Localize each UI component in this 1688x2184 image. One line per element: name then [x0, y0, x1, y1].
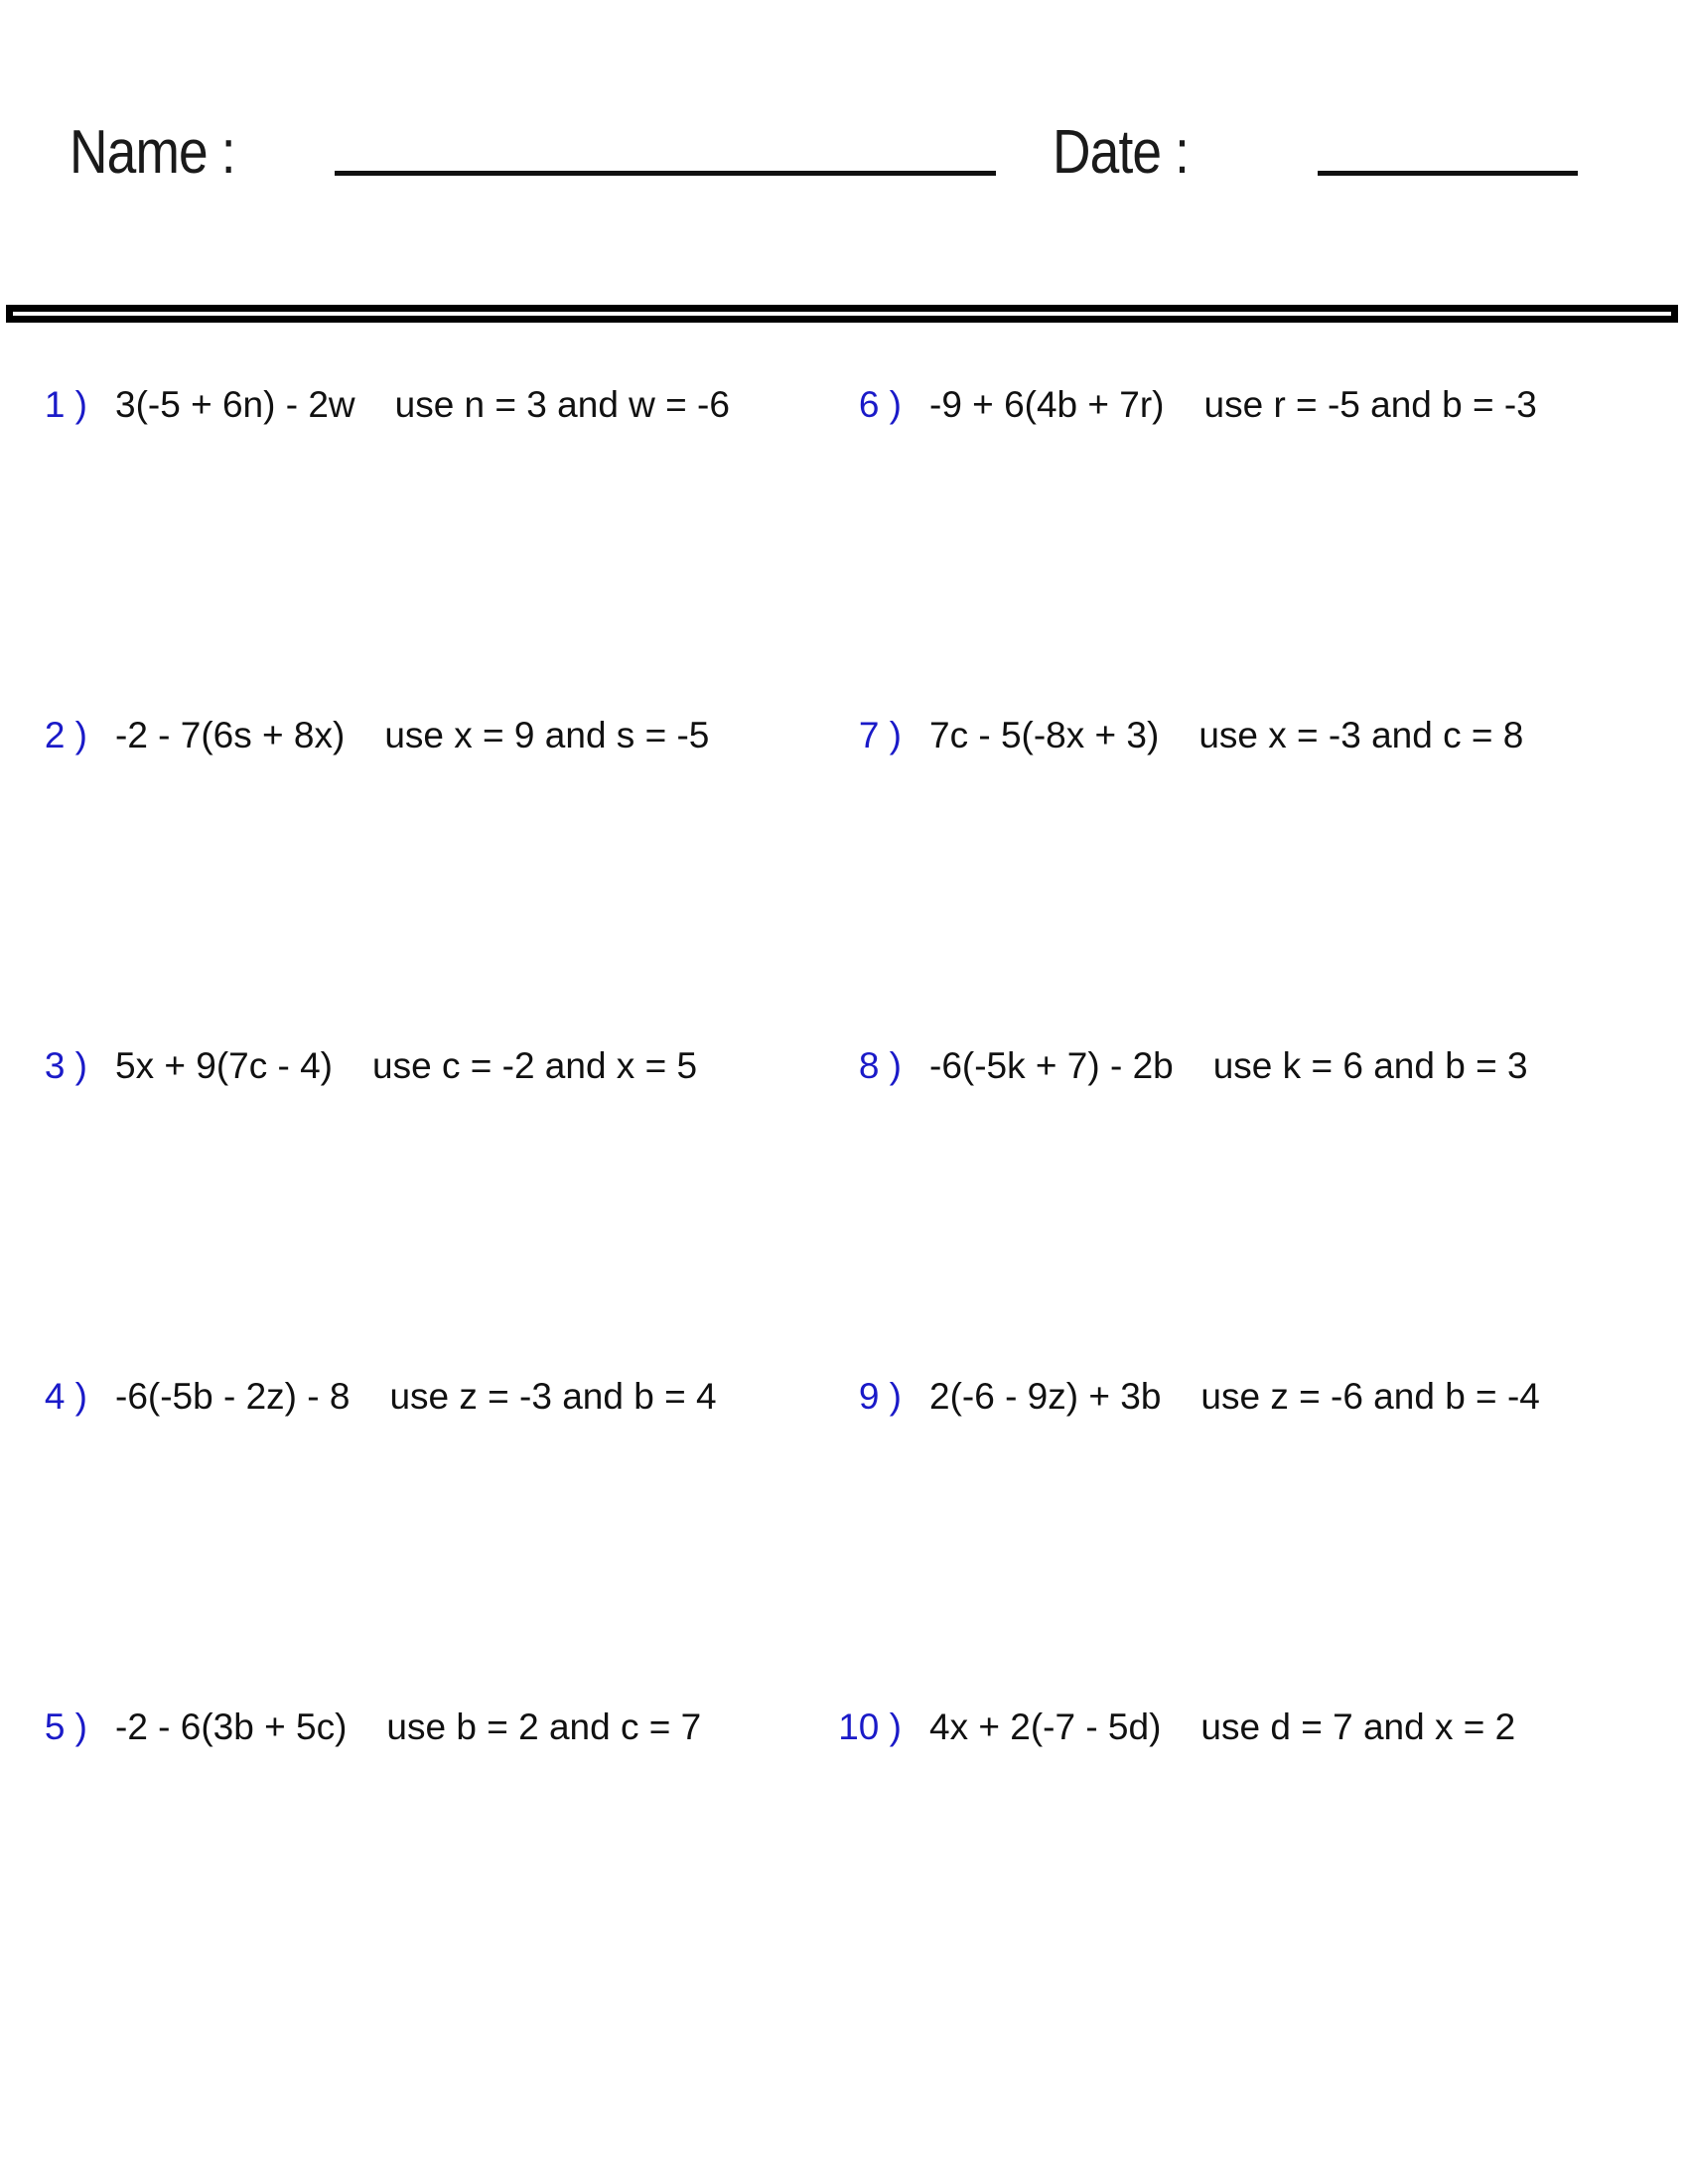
- name-label: Name :: [70, 118, 235, 187]
- problem-number: 1 ): [44, 384, 87, 425]
- problem-2: [0, 715, 709, 756]
- problem-10: [814, 1706, 1515, 1748]
- problem-9: [814, 1376, 1540, 1418]
- problem-number: 10 ): [838, 1706, 902, 1747]
- problem-number: 7 ): [858, 715, 902, 755]
- problem-number: 5 ): [44, 1706, 87, 1747]
- problem-condition: use k = 6 and b = 3: [1212, 1045, 1528, 1086]
- problem-condition: use z = -3 and b = 4: [389, 1376, 717, 1417]
- problem-condition: use d = 7 and x = 2: [1200, 1706, 1516, 1747]
- problem-8: [814, 1045, 1528, 1087]
- problem-4: [0, 1376, 717, 1418]
- problem-condition: use c = -2 and x = 5: [372, 1045, 698, 1086]
- problem-expression: 5x + 9(7c - 4): [115, 1045, 334, 1086]
- problem-condition: use x = 9 and s = -5: [384, 715, 710, 755]
- problem-condition: use b = 2 and c = 7: [386, 1706, 702, 1747]
- problem-number: 2 ): [44, 715, 87, 755]
- problem-5: [0, 1706, 701, 1748]
- problem-condition: use z = -6 and b = -4: [1200, 1376, 1540, 1417]
- problem-expression: -2 - 7(6s + 8x): [115, 715, 346, 755]
- problem-condition: use n = 3 and w = -6: [394, 384, 730, 425]
- date-label: Date :: [1053, 118, 1190, 187]
- problem-1: [0, 384, 730, 426]
- problem-expression: -6(-5k + 7) - 2b: [929, 1045, 1174, 1086]
- problem-expression: 7c - 5(-8x + 3): [929, 715, 1160, 755]
- problem-condition: use r = -5 and b = -3: [1203, 384, 1537, 425]
- problem-number: 9 ): [858, 1376, 902, 1417]
- problem-6: [814, 384, 1537, 426]
- problem-number: 4 ): [44, 1376, 87, 1417]
- problem-3: [0, 1045, 697, 1087]
- problem-number: 8 ): [858, 1045, 902, 1086]
- problem-number: 3 ): [44, 1045, 87, 1086]
- problem-expression: -2 - 6(3b + 5c): [115, 1706, 348, 1747]
- problem-expression: 2(-6 - 9z) + 3b: [929, 1376, 1162, 1417]
- header-divider: [6, 305, 1678, 323]
- problem-7: [814, 715, 1523, 756]
- problem-number: 6 ): [858, 384, 902, 425]
- problem-expression: -6(-5b - 2z) - 8: [115, 1376, 351, 1417]
- problem-expression: -9 + 6(4b + 7r): [929, 384, 1165, 425]
- problem-condition: use x = -3 and c = 8: [1198, 715, 1524, 755]
- name-blank-line[interactable]: [335, 171, 996, 176]
- problem-expression: 3(-5 + 6n) - 2w: [115, 384, 355, 425]
- problem-expression: 4x + 2(-7 - 5d): [929, 1706, 1162, 1747]
- date-blank-line[interactable]: [1318, 171, 1578, 176]
